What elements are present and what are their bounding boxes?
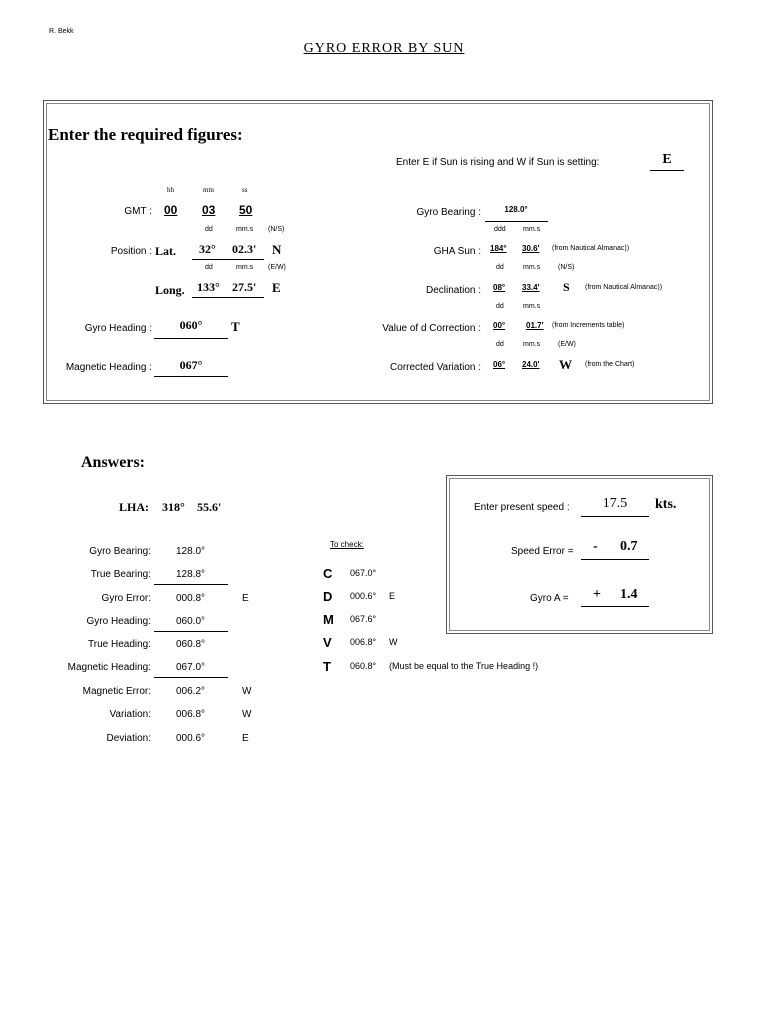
answer-row-value: 006.2° — [176, 686, 206, 697]
answer-row-label: Gyro Bearing: — [89, 546, 151, 557]
check-row-direction: W — [389, 637, 398, 647]
answers-heading: Answers: — [81, 454, 145, 471]
answer-row-value: 000.6° — [176, 733, 206, 744]
answer-row-direction: W — [242, 686, 252, 697]
answer-row-underline — [154, 677, 228, 678]
long-underline — [192, 297, 264, 298]
long-unit-dd: dd — [205, 264, 213, 271]
rising-setting-field[interactable]: E — [662, 152, 672, 167]
gyro-a-underline — [581, 606, 649, 607]
unit-hh: hh — [167, 186, 174, 194]
check-row-letter: C — [323, 566, 333, 581]
answer-row-label: True Bearing: — [90, 569, 151, 580]
magnetic-heading-field[interactable]: 067° — [179, 358, 203, 372]
lat-unit-mm: mm.s — [236, 226, 254, 233]
lat-deg-field[interactable]: 32° — [199, 242, 216, 256]
speed-input[interactable]: 17.5 — [602, 496, 628, 511]
answer-row-underline — [154, 584, 228, 585]
corrected-variation-label: Corrected Variation : — [390, 362, 481, 373]
answer-row-value: 128.8° — [176, 569, 206, 580]
declination-deg-field[interactable]: 08° — [493, 283, 506, 292]
rising-setting-underline — [650, 170, 684, 171]
gyro-bearing-underline — [485, 221, 548, 222]
answer-row-value: 006.8° — [176, 709, 206, 720]
long-dir-field[interactable]: E — [272, 280, 281, 295]
gmt-hh-field[interactable]: 00 — [164, 203, 178, 217]
declination-note: (from Nautical Almanac)) — [585, 284, 663, 291]
check-row-letter: D — [323, 589, 333, 604]
lat-underline — [192, 259, 264, 260]
check-row-letter: T — [323, 659, 331, 674]
answer-row-label: Magnetic Error: — [82, 686, 151, 697]
unit-ss: ss — [242, 186, 248, 194]
corrected-variation-note: (from the Chart) — [585, 361, 635, 368]
d-unit-mm: mm.s — [523, 303, 541, 310]
lat-unit-dd: dd — [205, 226, 213, 233]
gyro-heading-label: Gyro Heading : — [84, 323, 152, 334]
answer-row-direction: E — [242, 733, 249, 744]
answer-row-underline — [154, 631, 228, 632]
declination-dir-field[interactable]: S — [563, 280, 570, 294]
d-unit-dd: dd — [496, 303, 504, 310]
answer-row-value: 060.0° — [176, 616, 206, 627]
author-label: R. Bekk — [49, 28, 74, 35]
check-row-value: 000.6° — [350, 591, 377, 601]
gha-min-field[interactable]: 30.6' — [522, 244, 540, 253]
corrected-variation-min-field[interactable]: 24.0' — [522, 360, 540, 369]
check-row-direction: (Must be equal to the True Heading !) — [389, 661, 539, 671]
gyro-heading-suffix: T — [231, 319, 240, 334]
check-row-value: 067.0° — [350, 568, 377, 578]
corrected-variation-deg-field[interactable]: 06° — [493, 360, 506, 369]
lat-min-field[interactable]: 02.3' — [232, 242, 257, 256]
speed-label: Enter present speed : — [474, 502, 570, 513]
d-correction-note: (from Increments table) — [552, 322, 625, 329]
check-row-value: 060.8° — [350, 661, 377, 671]
gyro-a-value: 1.4 — [620, 587, 638, 602]
speed-error-sign: - — [593, 539, 598, 554]
var-unit-dd: dd — [496, 341, 504, 348]
speed-error-value: 0.7 — [620, 539, 638, 554]
check-row-value: 067.6° — [350, 614, 377, 624]
d-correction-label: Value of d Correction : — [382, 323, 481, 334]
var-unit-ew: (E/W) — [558, 341, 576, 348]
lha-min: 55.6' — [197, 500, 222, 514]
answer-row-label: Deviation: — [106, 733, 151, 744]
declination-min-field[interactable]: 33.4' — [522, 283, 540, 292]
answer-row-label: Gyro Heading: — [86, 616, 151, 627]
answer-row-value: 060.8° — [176, 639, 206, 650]
answer-row-direction: W — [242, 709, 252, 720]
declination-label: Declination : — [425, 285, 481, 296]
rising-setting-prompt: Enter E if Sun is rising and W if Sun is setting: — [396, 157, 600, 168]
gha-deg-field[interactable]: 184° — [490, 244, 507, 253]
lha-label: LHA: — [119, 500, 149, 514]
speed-error-underline — [581, 559, 649, 560]
page-title: GYRO ERROR BY SUN — [303, 41, 465, 56]
gha-note: (from Nautical Almanac)) — [552, 245, 630, 252]
corrected-variation-dir-field[interactable]: W — [559, 357, 572, 372]
gyro-a-label: Gyro A = — [530, 593, 569, 604]
answer-row-value: 067.0° — [176, 662, 206, 673]
gmt-label: GMT : — [124, 206, 152, 217]
gyro-heading-underline — [154, 338, 228, 339]
check-row-letter: V — [323, 635, 332, 650]
check-heading: To check: — [330, 540, 364, 549]
answer-row-label: True Heading: — [88, 639, 151, 650]
d-correction-min-field[interactable]: 01.7' — [526, 321, 544, 330]
gyro-bearing-label: Gyro Bearing : — [416, 207, 481, 218]
gha-unit-ddd: ddd — [494, 226, 506, 233]
gyro-heading-field[interactable]: 060° — [179, 318, 203, 332]
lat-unit-ns: (N/S) — [268, 226, 285, 233]
dec-unit-mm: mm.s — [523, 264, 541, 271]
gha-label: GHA Sun : — [433, 246, 481, 257]
long-min-field[interactable]: 27.5' — [232, 280, 257, 294]
long-unit-mm: mm.s — [236, 264, 254, 271]
speed-unit: kts. — [655, 497, 677, 512]
gmt-ss-field[interactable]: 50 — [239, 203, 253, 217]
answer-row-label: Gyro Error: — [101, 593, 151, 604]
answer-row-direction: E — [242, 593, 249, 604]
long-unit-ew: (E/W) — [268, 264, 286, 271]
answer-row-value: 000.8° — [176, 593, 206, 604]
lat-label: Lat. — [155, 244, 176, 258]
answer-row-label: Variation: — [109, 709, 151, 720]
lat-dir-field[interactable]: N — [272, 242, 282, 257]
gyro-bearing-field[interactable]: 128.0° — [504, 205, 528, 214]
magnetic-heading-underline — [154, 376, 228, 377]
gyro-a-sign: + — [593, 587, 601, 602]
check-row-value: 006.8° — [350, 637, 377, 647]
check-row-direction: E — [389, 591, 396, 601]
answer-row-value: 128.0° — [176, 546, 206, 557]
gmt-mm-field[interactable]: 03 — [202, 203, 216, 217]
magnetic-heading-label: Magnetic Heading : — [65, 362, 152, 373]
check-row-letter: M — [323, 612, 334, 627]
speed-error-label: Speed Error = — [511, 546, 574, 557]
input-heading: Enter the required figures: — [48, 125, 243, 144]
long-deg-field[interactable]: 133° — [197, 280, 220, 294]
unit-mm: mm — [203, 186, 214, 194]
var-unit-mm: mm.s — [523, 341, 541, 348]
long-label: Long. — [155, 283, 185, 297]
d-correction-deg-field[interactable]: 00° — [493, 321, 506, 330]
position-label: Position : — [110, 246, 152, 257]
lha-deg: 318° — [162, 500, 185, 514]
dec-unit-dd: dd — [496, 264, 504, 271]
speed-underline — [581, 516, 649, 517]
answer-row-label: Magnetic Heading: — [67, 662, 151, 673]
dec-unit-ns: (N/S) — [558, 264, 575, 271]
gha-unit-mm: mm.s — [523, 226, 541, 233]
